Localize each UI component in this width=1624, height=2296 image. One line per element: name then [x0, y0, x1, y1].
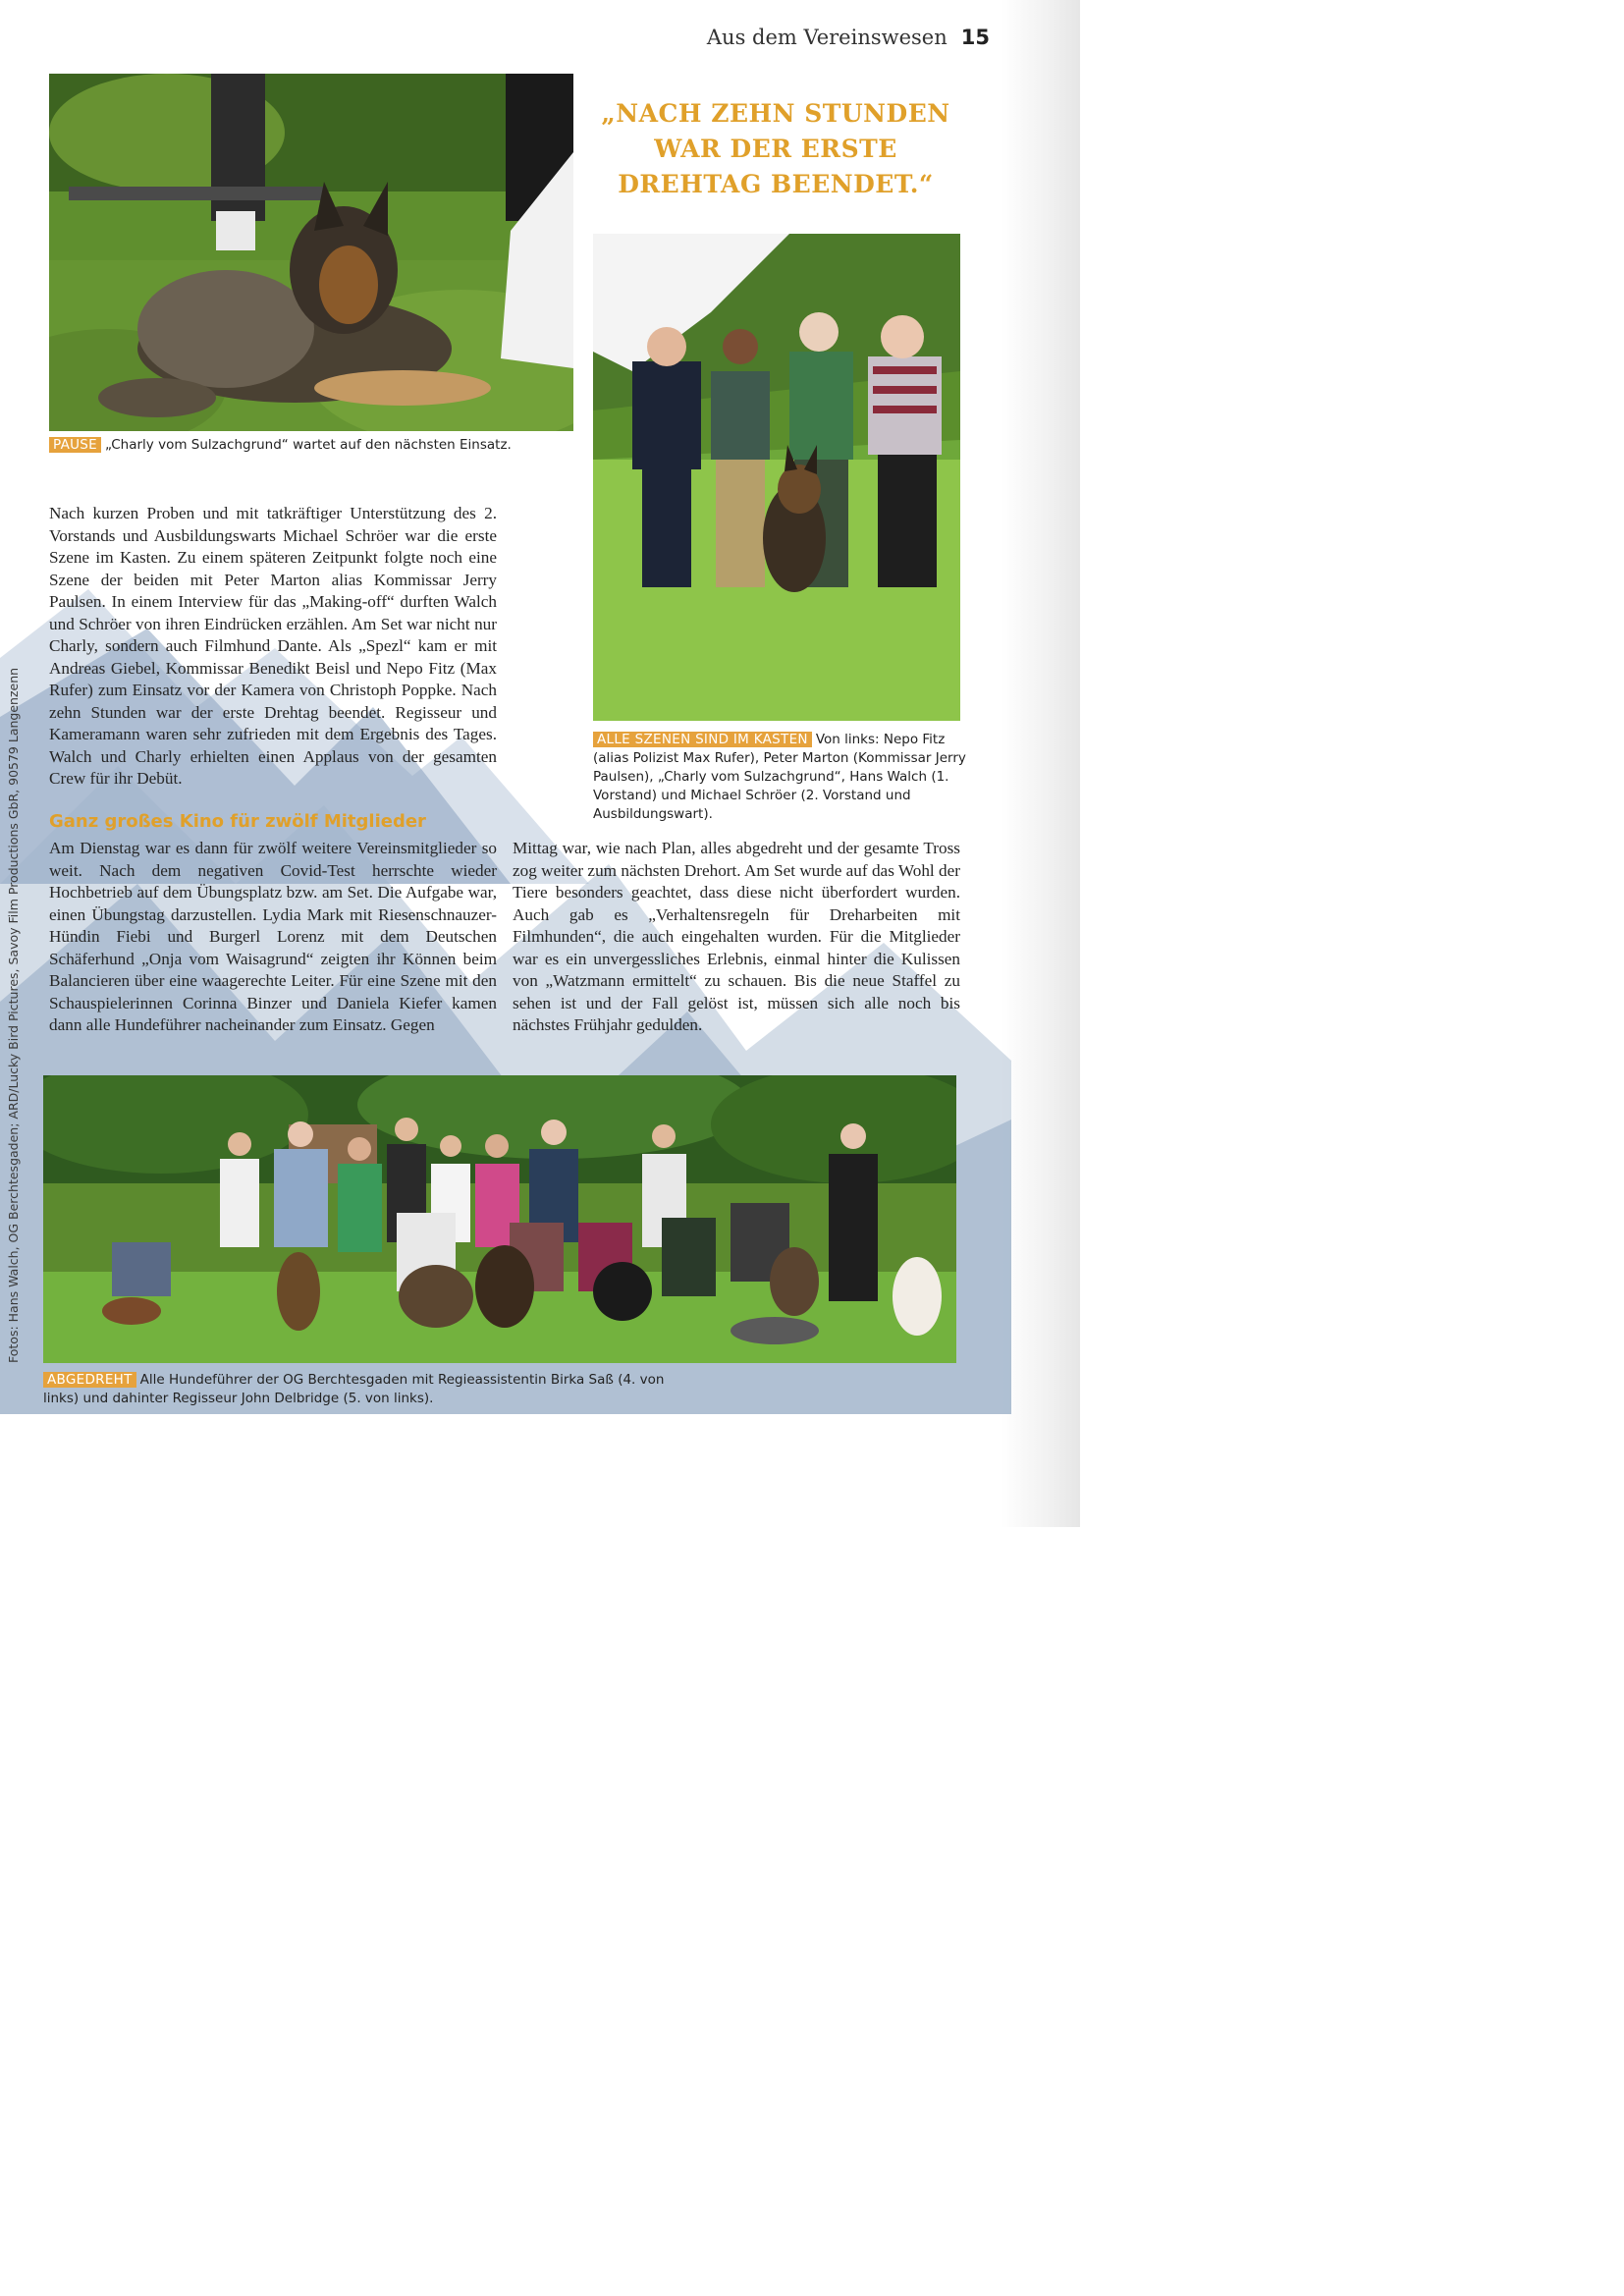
page-number: 15 [960, 26, 990, 49]
caption-text: Von links: Nepo Fitz (alias Polizist Max Rufer), Peter Marton (Kommissar Jerry Paulsen), „Charly vom Sulzachgrund“, Hans Walch (1. Vorstand) und Michael Schröer (2. Vorstand und Ausbildungswart). [593, 732, 966, 822]
page-edge-shadow [1001, 0, 1080, 1527]
header-section-title: Aus dem Vereinswesen [706, 26, 947, 49]
article-paragraph-1: Nach kurzen Proben und mit tatkräftiger Unterstützung des 2. Vorstands und Ausbildungswarts Michael Schröer war die erste Szene im Kasten. Zu einem späteren Zeitpunkt folgte noch eine Szene der beiden mit Peter Marton alias Kommissar Jerry Paulsen. In einem Interview für das „Making-off“ durften Walch und Schröer von ihren Eindrücken erzählen. Am Set war nicht nur Charly, sondern auch Filmhund Dante. Als „Spezl“ kam er mit Andreas Giebel, Kommissar Benedikt Beisl und Nepo Fitz (Max Rufer) zum Einsatz vor der Kamera von Christoph Poppke. Nach zehn Stunden war der erste Drehtag beendet. Regisseur und Kameramann waren sehr zufrieden mit dem Ergebnis des Tages. Walch und Charly erhielten einen Applaus von der gesamten Crew für ihr Debüt. [49, 504, 497, 788]
article-paragraph-3: Mittag war, wie nach Plan, alles abgedreht und der gesamte Tross zog weiter zum nächsten Drehort. Am Set wurde auf das Wohl der Tiere besonders geachtet, dass diese nicht überfordert wurden. Auch gab es „Verhaltensregeln für Dreharbeiten mit Filmhunden“, die auch eingehalten wurden. Für die Mitglieder war es ein unvergessliches Erlebnis, einmal hinter die Kulissen von „Watzmann ermittelt“ zu schauen. Bis die neue Staffel zu sehen ist und der Fall gelöst ist, müssen sich alle noch bis nächstes Frühjahr gedulden. [513, 839, 960, 1034]
pull-quote: „NACH ZEHN STUNDEN WAR DER ERSTE DREHTAG BEENDET.“ [601, 99, 950, 198]
photo-dog-caption [49, 436, 579, 455]
article-paragraph-2: Am Dienstag war es dann für zwölf weitere Vereinsmitglieder so weit. Nach dem negativen Covid-Test herrschte wieder Hochbetrieb auf dem Übungsplatz bzw. am Set. Die Aufgabe war, einen Übungstag darzustellen. Lydia Mark mit Riesenschnauzer-Hündin Fiebi und Burgerl Lorenz mit dem Deutschen Schäferhund „Onja vom Waisagrund“ zeigten ihr Können beim Balancieren über eine waagerechte Leiter. Für eine Szene mit den Schauspielerinnen Corinna Binzer und Daniela Kiefer kamen dann alle Hundeführer nacheinander zum Einsatz. Gegen [49, 839, 497, 1034]
caption-text: „Charly vom Sulzachgrund“ wartet auf den nächsten Einsatz. [105, 437, 512, 453]
photo-cast-caption [593, 731, 970, 824]
photo-group-caption [43, 1371, 691, 1408]
photo-dog-resting [49, 74, 573, 431]
caption-tag-pause: PAUSE [49, 437, 101, 453]
photo-group-dog-handlers [43, 1075, 956, 1363]
caption-tag-abgedreht: ABGEDREHT [43, 1372, 136, 1388]
photo-cast-with-dog [593, 234, 960, 721]
photo-credits: Fotos: Hans Walch, OG Berchtesgaden; ARD/Lucky Bird Pictures, Savoy Film Productions GbR, 90579 Langenzenn [6, 667, 21, 1363]
article-subheading: Ganz großes Kino für zwölf Mitglieder [49, 811, 426, 832]
caption-text: Alle Hundeführer der OG Berchtesgaden mit Regieassistentin Birka Saß (4. von links) und dahinter Regisseur John Delbridge (5. von links). [43, 1372, 665, 1406]
caption-tag-alle-szenen: ALLE SZENEN SIND IM KASTEN [593, 732, 812, 747]
page-header [707, 26, 990, 49]
